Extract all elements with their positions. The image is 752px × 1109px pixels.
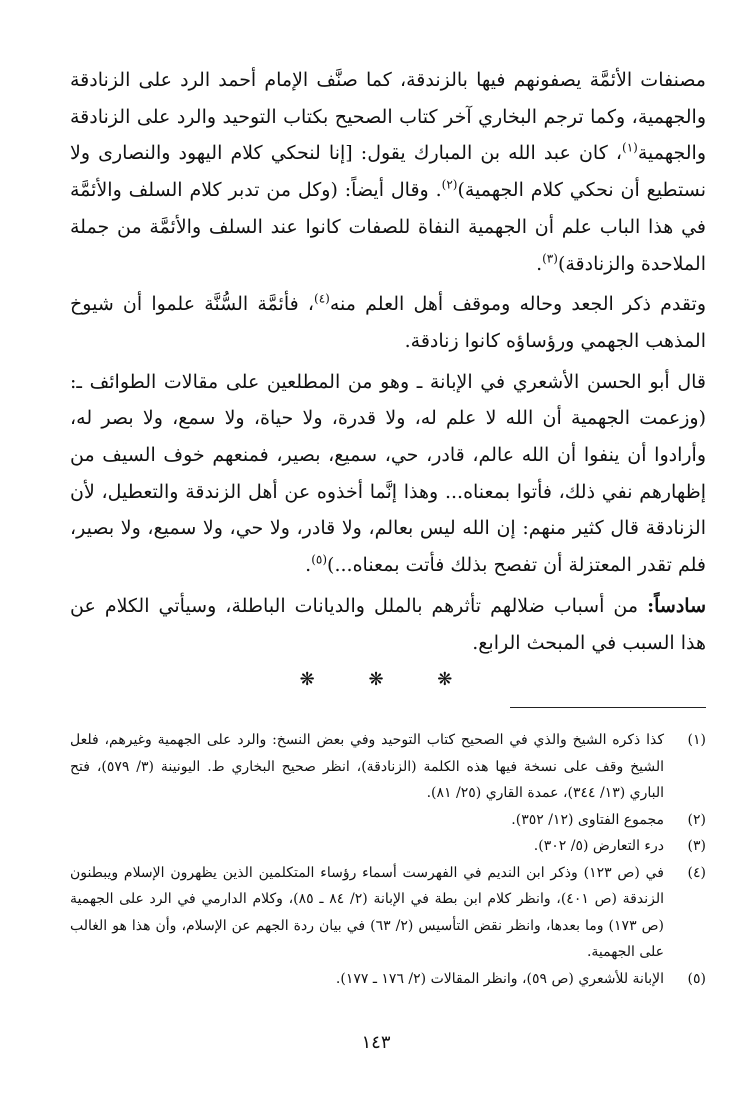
footnote-ref-3: (٣): [542, 251, 558, 266]
footnote-5: [70, 966, 706, 993]
footnote-3: [70, 833, 706, 860]
footnote-text: كذا ذكره الشيخ والذي في الصحيح كتاب التوحيد وفي بعض النسخ: والرد على الجهمية وغيرهم، فلعل الشيخ وقف على نسخة فيها هذه الكلمة (الزنادقة)، انظر صحيح البخاري ط. اليونينة (٣/ ٥٧٩)، فتح الباري (١٣/ ٣٤٤)، عمدة القاري (٢٥/ ٨١).: [70, 732, 665, 801]
footnote-number: (٣): [687, 838, 706, 854]
footnote-number: (٥): [687, 970, 706, 987]
footnote-ref-4: (٤): [314, 291, 330, 306]
footnote-number: (١): [687, 732, 706, 748]
main-text: [70, 62, 706, 697]
footnote-ref-5: (٥): [311, 552, 328, 567]
section-separator: ❋ ❋ ❋: [299, 669, 477, 691]
footnote-number: (٤): [687, 864, 706, 881]
paragraph-3-text-b: .: [305, 554, 312, 577]
paragraph-4-text: من أسباب ضلالهم تأثرهم بالملل والديانات الباطلة، وسيأتي الكلام عن هذا السبب في المبحث الرابع.: [70, 594, 706, 654]
paragraph-1-text-d: .: [536, 252, 543, 275]
footnote-text: مجموع الفتاوى (١٢/ ٣٥٢).: [511, 811, 664, 828]
footnote-text: الإبانة للأشعري (ص ٥٩)، وانظر المقالات (٢/ ١٧٦ ـ ١٧٧).: [335, 970, 664, 987]
paragraph-1-text-b: ، كان عبد الله بن المبارك يقول: [إنا لنحكي كلام اليهود والنصارى ولا نستطيع أن نحكي كلام الجهمية): [70, 142, 706, 202]
footnote-2: [70, 807, 706, 834]
footnote-text: درء التعارض (٥/ ٣٠٢).: [533, 838, 664, 854]
paragraph-3: [70, 364, 706, 584]
paragraph-1: [70, 62, 706, 282]
paragraph-2-text-b: ، فأئمَّة السُّنَّة علموا أن شيوخ المذهب الجهمي ورؤساؤه كانوا زنادقة.: [70, 293, 706, 352]
footnote-text: في (ص ١٢٣) وذكر ابن النديم في الفهرست أسماء رؤساء المتكلمين الذين يظهرون الإسلام ويبطنون الزندقة (ص ٤٠١)، وانظر كلام ابن بطة في الإبانة (٢/ ٨٤ ـ ٨٥)، وكلام الدارمي في الرد على الجهمية (ص ١٧٣) وما بعدها، وانظر نقض التأسيس (٢/ ٦٣) في بيان ردة الجهم عن الإسلام، وأن هذا هو الغالب على الجهمية.: [70, 864, 665, 960]
paragraph-2-text: وتقدم ذكر الجعد وحاله وموقف أهل العلم منه: [329, 293, 706, 316]
footnote-ref-2: (٢): [441, 177, 458, 192]
paragraph-4-lead: سادساً:: [647, 594, 706, 617]
footnote-number: (٢): [687, 811, 706, 828]
paragraph-1-text-c: . وقال أيضاً: (وكل من تدبر كلام السلف والأئمَّة في هذا الباب علم أن الجهمية النفاة للصفات كانوا عند السلف والأئمَّة من جملة الملاحدة والزنادقة): [70, 179, 706, 275]
paragraph-1-text: مصنفات الأئمَّة يصفونهم فيها بالزندقة، كما صنَّف الإمام أحمد الرد على الزنادقة والجهمية، وكما ترجم البخاري آخر كتاب الصحيح بكتاب التوحيد والرد على الزنادقة والجهمية: [70, 69, 706, 165]
page-number: ١٤٣: [361, 1032, 391, 1053]
paragraph-2: [70, 286, 706, 359]
paragraph-3-text: قال أبو الحسن الأشعري في الإبانة ـ وهو من المطلعين على مقالات الطوائف ـ: (وزعمت الجهمية أن الله لا علم له، ولا قدرة، ولا حياة، ولا سمع، ولا بصر له، وأرادوا أن ينفوا أن الله عالم، قادر، حي، سميع، بصير، فمنعهم خوف السيف من إظهارهم نفي ذلك، فأتوا بمعناه... وهذا إنَّما أخذوه عن أهل الزندقة والتعطيل، لأن الزنادقة قال كثير منهم: إن الله ليس بعالم، ولا قادر، ولا حي، ولا سميع، ولا بصير، فلم تقدر المعتزلة أن تفصح بذلك فأتت بمعناه...): [70, 370, 706, 577]
footnote-4: [70, 860, 706, 966]
footnotes: [70, 727, 706, 992]
footnote-1: [70, 727, 706, 807]
footnote-ref-1: (١): [622, 141, 638, 156]
footnote-divider: [510, 707, 706, 708]
paragraph-4: [70, 588, 706, 661]
